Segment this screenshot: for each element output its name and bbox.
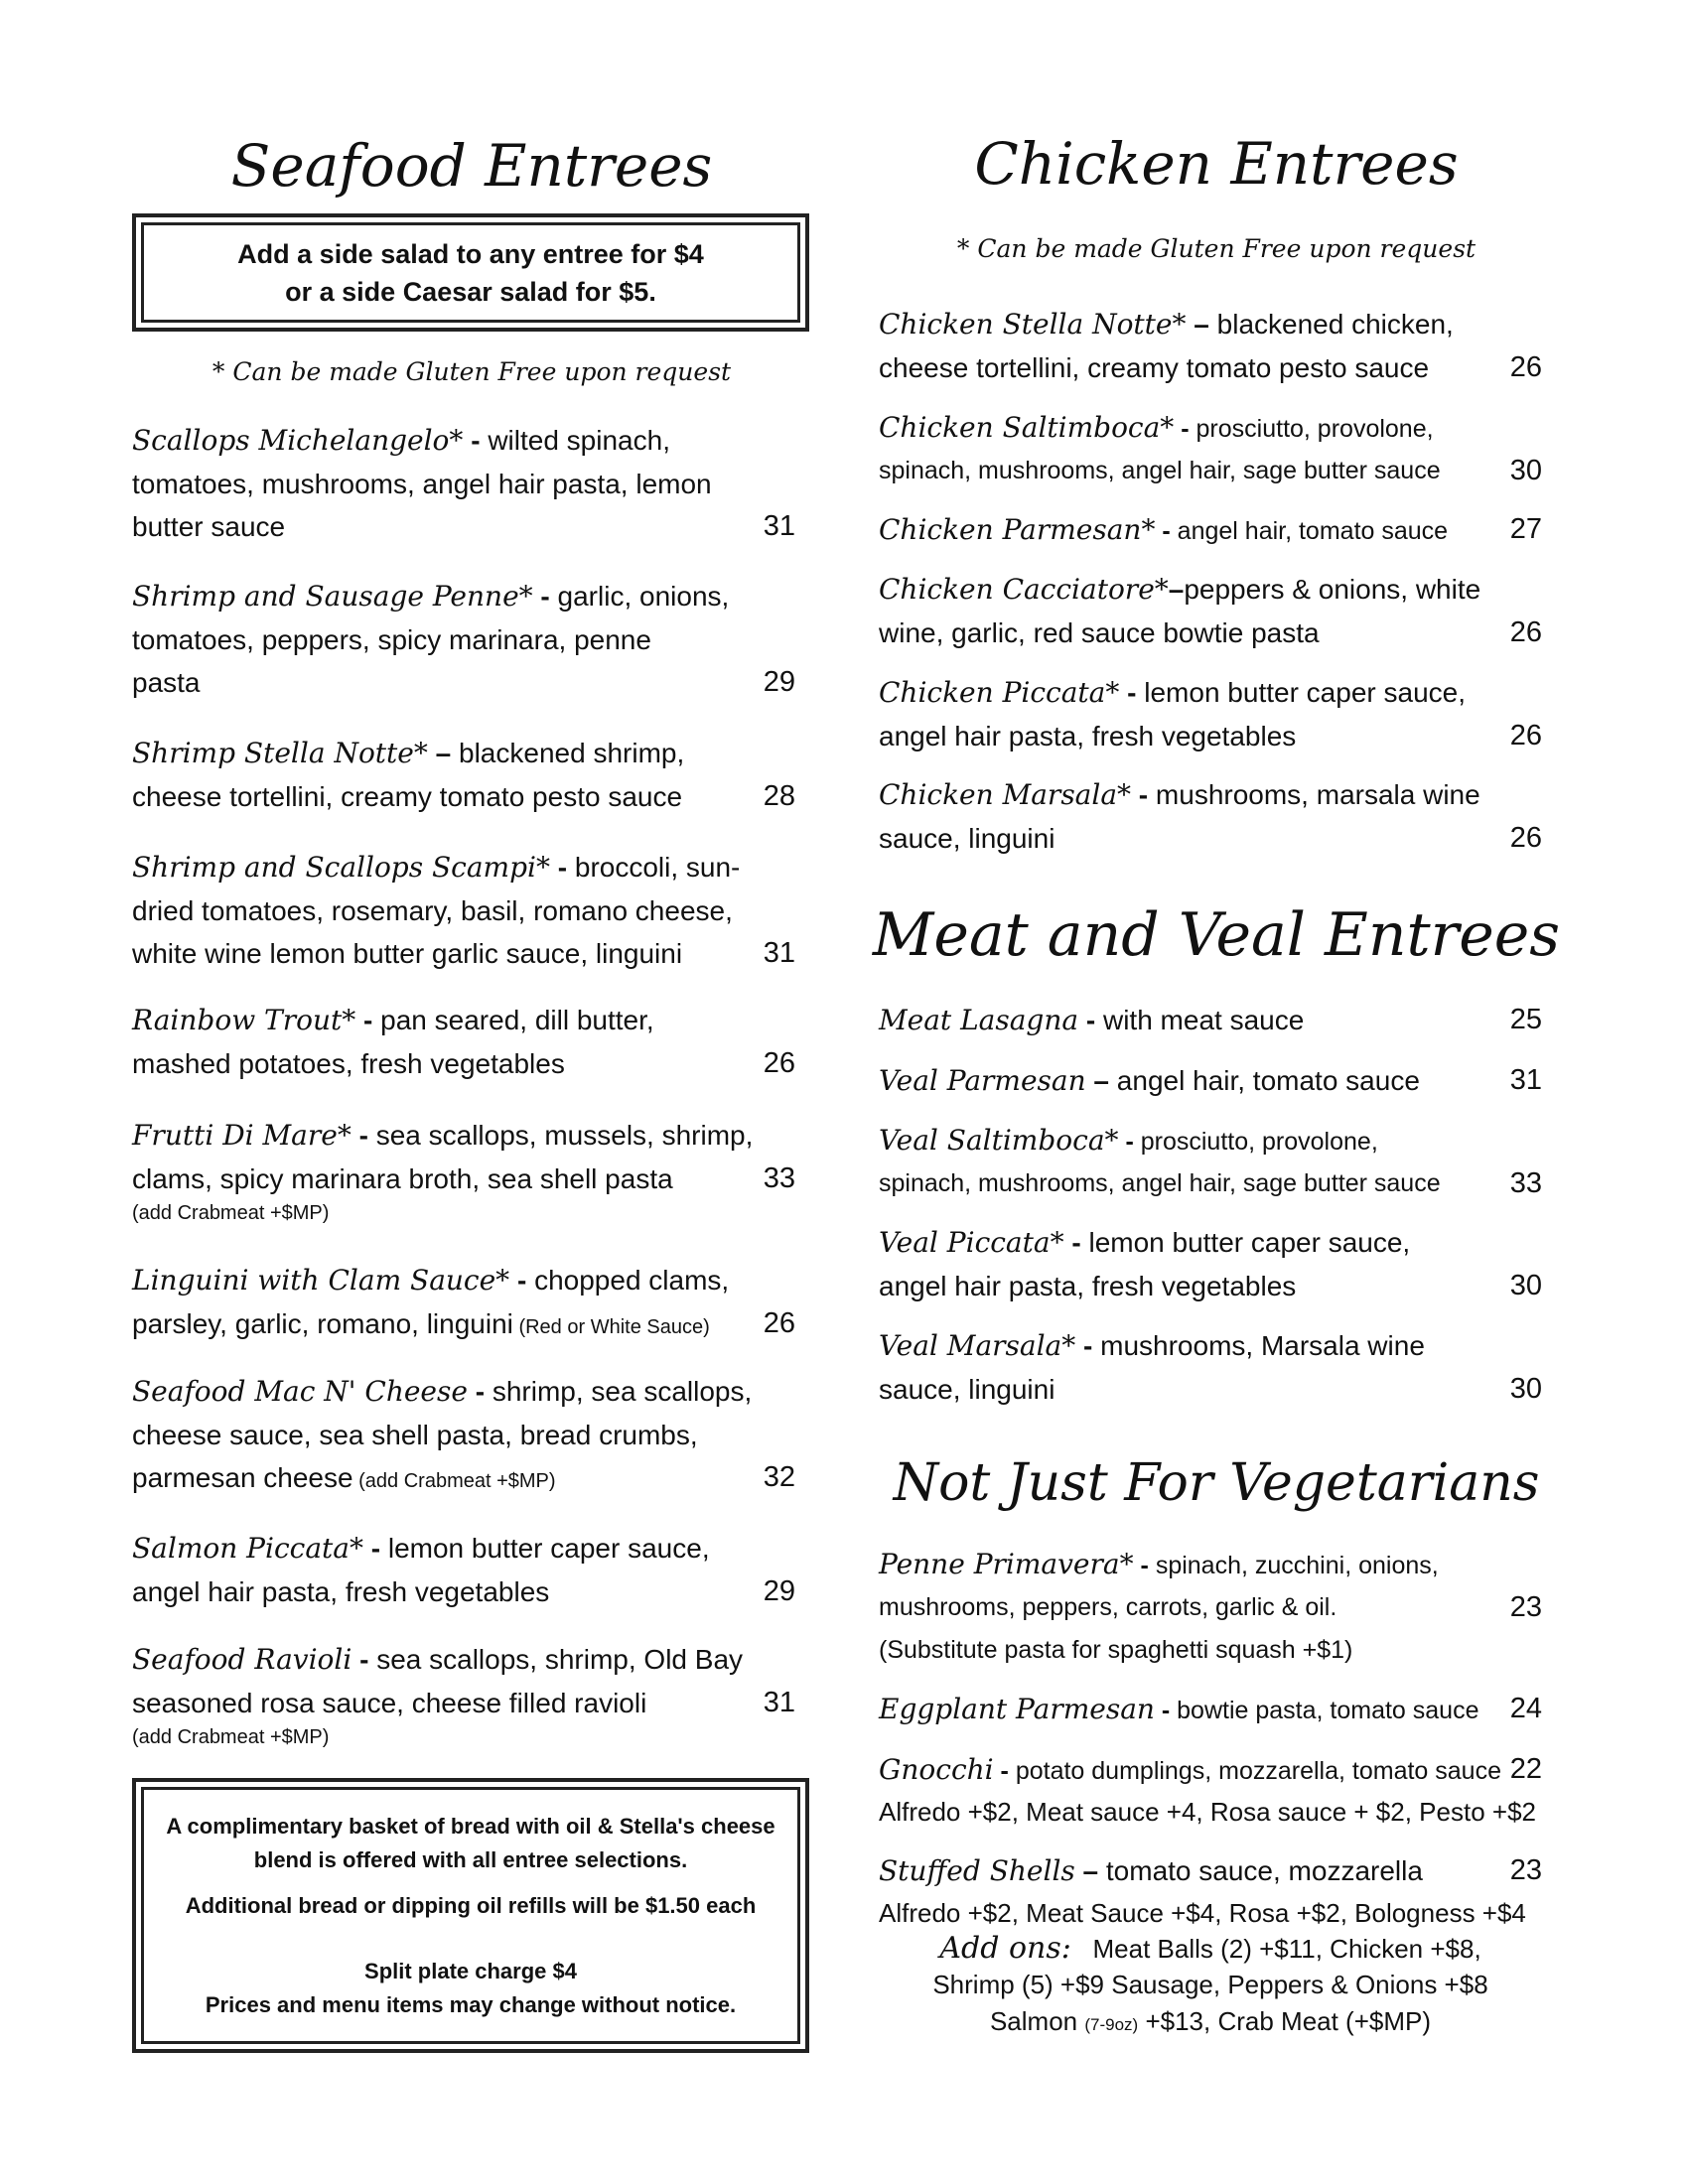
item-price: 31: [1509, 1064, 1542, 1096]
item-price: 23: [1509, 1590, 1542, 1623]
item-price: 32: [763, 1461, 795, 1494]
item-line: [132, 999, 795, 1042]
gluten-free-note: * Can be made Gluten Free upon request: [956, 234, 1477, 263]
add-ons-line: Shrimp (5) +$9 Sausage, Peppers & Onions +$8: [932, 1970, 1488, 1999]
item-separator: –: [1168, 574, 1185, 605]
item-price: 26: [763, 1306, 795, 1339]
item-price: 26: [1509, 350, 1542, 383]
menu-item: [132, 846, 795, 976]
item-description: mushrooms, Marsala wine: [1100, 1330, 1425, 1361]
item-description: peppers & onions, white: [1184, 574, 1481, 605]
item-separator: -: [463, 425, 489, 456]
item-name: Salmon Piccata*: [132, 1532, 363, 1565]
item-name: Scallops Michelangelo*: [132, 424, 464, 457]
item-separator: -: [1063, 1227, 1089, 1258]
menu-item: [879, 568, 1542, 654]
item-name: Seafood Mac N' Cheese: [132, 1375, 468, 1408]
item-description: blackened chicken,: [1216, 309, 1454, 340]
item-name: Meat Lasagna: [879, 1004, 1079, 1036]
item-price: 33: [763, 1161, 795, 1194]
item-description: tomatoes, mushrooms, angel hair pasta, lemon: [132, 468, 712, 499]
item-line: [879, 1586, 1542, 1630]
item-price: 25: [1509, 1004, 1542, 1035]
item-line: [132, 1302, 795, 1346]
item-line: [879, 817, 1542, 861]
item-separator: –: [427, 738, 460, 768]
item-line: [132, 661, 795, 705]
item-line: [879, 1059, 1542, 1103]
item-name: Veal Parmesan: [879, 1064, 1086, 1097]
item-description: chopped clams,: [534, 1265, 730, 1296]
meat-veal-title: Meat and Veal Entrees: [872, 900, 1561, 970]
item-description: spinach, mushrooms, angel hair, sage butter sauce: [879, 456, 1441, 484]
item-name: Chicken Saltimboca*: [879, 411, 1175, 444]
item-name: Shrimp and Scallops Scampi*: [132, 851, 550, 884]
item-name: Linguini with Clam Sauce*: [132, 1264, 510, 1297]
item-price: 33: [1509, 1166, 1542, 1199]
item-name: Chicken Cacciatore*: [879, 573, 1169, 606]
item-description: lemon butter caper sauce,: [1144, 677, 1467, 708]
item-price: 29: [763, 666, 795, 699]
menu-item: [879, 1543, 1542, 1673]
item-description: (Substitute pasta for spaghetti squash +$1): [879, 1636, 1353, 1665]
item-price: 22: [1509, 1753, 1542, 1785]
item-name: Veal Piccata*: [879, 1226, 1064, 1259]
item-line: [132, 1158, 795, 1201]
item-description: angel hair pasta, fresh vegetables: [879, 1270, 1297, 1301]
item-description: cheese tortellini, creamy tomato pesto sauce: [132, 780, 683, 812]
item-description: wilted spinach,: [488, 425, 670, 456]
item-line: [879, 999, 1542, 1042]
item-description: mushrooms, peppers, carrots, garlic & oil.: [879, 1592, 1337, 1621]
item-description: cheese sauce, sea shell pasta, bread crumbs,: [132, 1419, 698, 1450]
item-line: [132, 1114, 795, 1158]
menu-item: [879, 1748, 1542, 1832]
item-options: Alfredo +$2, Meat sauce +4, Rosa sauce + $2, Pesto +$2: [879, 1796, 1536, 1827]
info-line: A complimentary basket of bread with oil & Stella's cheese: [166, 1814, 775, 1839]
side-salad-line: or a side Caesar salad for $5.: [285, 277, 656, 307]
item-name: Shrimp and Sausage Penne*: [132, 580, 533, 613]
item-separator: -: [352, 1644, 377, 1675]
item-name: Chicken Piccata*: [879, 676, 1120, 709]
item-note: (add Crabmeat +$MP): [132, 1726, 330, 1749]
seafood-title: Seafood Entrees: [230, 132, 713, 200]
item-line: [879, 303, 1542, 346]
item-price: 30: [1509, 454, 1542, 486]
item-description: tomatoes, peppers, spicy marinara, penne: [132, 623, 651, 655]
item-name: Shrimp Stella Notte*: [132, 737, 428, 769]
item-note: (add Crabmeat +$MP): [132, 1202, 330, 1225]
item-description: cheese tortellini, creamy tomato pesto sauce: [879, 351, 1430, 383]
side-salad-line: Add a side salad to any entree for $4: [237, 239, 704, 269]
menu-item: [879, 406, 1542, 492]
item-separator: -: [532, 581, 558, 612]
item-line: [879, 568, 1542, 612]
item-separator: -: [1118, 1128, 1141, 1156]
menu-item: [132, 1638, 795, 1750]
item-separator: -: [1154, 1697, 1178, 1724]
item-line: [879, 1119, 1542, 1162]
vegetarian-title: Not Just For Vegetarians: [893, 1453, 1540, 1513]
item-price: 30: [1509, 1269, 1542, 1301]
add-ons-line: Salmon: [989, 2006, 1085, 2036]
item-line: [879, 773, 1542, 817]
item-price: 24: [1509, 1693, 1542, 1724]
item-line: [879, 1748, 1542, 1792]
item-line: [132, 419, 795, 463]
item-name: Veal Marsala*: [879, 1329, 1076, 1362]
add-ons: [879, 1931, 1542, 2037]
item-price: 27: [1509, 513, 1542, 545]
item-name: Seafood Ravioli: [132, 1643, 352, 1676]
item-separator: -: [1078, 1005, 1103, 1035]
item-price: 23: [1509, 1854, 1542, 1886]
item-line: [879, 1324, 1542, 1368]
item-price: 31: [763, 510, 795, 543]
menu-item: [132, 1527, 795, 1613]
item-description: with meat sauce: [1102, 1005, 1305, 1035]
menu-item: [879, 1221, 1542, 1307]
item-line: [879, 450, 1542, 493]
item-separator: -: [993, 1757, 1016, 1785]
side-salad-box: [132, 213, 809, 332]
item-description: lemon butter caper sauce,: [387, 1533, 710, 1564]
item-name: Veal Saltimboca*: [879, 1124, 1119, 1157]
item-separator: -: [1075, 1330, 1101, 1361]
item-name: Rainbow Trout*: [132, 1004, 356, 1036]
item-separator: -: [351, 1120, 376, 1151]
item-description: prosciutto, provolone,: [1140, 1128, 1378, 1156]
item-separator: -: [467, 1376, 492, 1407]
item-price: 31: [763, 937, 795, 970]
item-line: [132, 1456, 795, 1500]
item-separator: -: [1155, 517, 1178, 545]
info-line: blend is offered with all entree selections.: [253, 1847, 688, 1872]
item-description: broccoli, sun-: [574, 852, 741, 883]
item-line: [879, 346, 1542, 390]
menu-item: [879, 1324, 1542, 1411]
item-separator: -: [362, 1533, 388, 1564]
bread-info-box: [132, 1778, 809, 2053]
item-line: [132, 932, 795, 976]
item-description: angel hair, tomato sauce: [1177, 517, 1449, 545]
item-separator: -: [549, 852, 575, 883]
chicken-title: Chicken Entrees: [974, 130, 1459, 198]
item-price: 26: [1509, 821, 1542, 854]
item-line: [132, 505, 795, 549]
item-separator: -: [1133, 1552, 1156, 1579]
menu-item: [132, 1370, 795, 1500]
item-description: tomato sauce, mozzarella: [1105, 1855, 1423, 1886]
item-name: Chicken Stella Notte*: [879, 308, 1187, 341]
item-price: 30: [1509, 1372, 1542, 1405]
item-note: (add Crabmeat +$MP): [352, 1470, 556, 1493]
item-separator: -: [509, 1265, 535, 1296]
item-price: 26: [763, 1046, 795, 1079]
item-line: [132, 1042, 795, 1086]
item-separator: -: [1131, 779, 1156, 810]
item-separator: -: [1119, 677, 1145, 708]
item-description: sauce, linguini: [879, 1373, 1055, 1405]
item-description: seasoned rosa sauce, cheese filled ravioli: [132, 1687, 647, 1718]
menu-item: [132, 732, 795, 818]
item-description: dried tomatoes, rosemary, basil, romano cheese,: [132, 894, 733, 926]
item-note: (Red or White Sauce): [512, 1315, 710, 1338]
item-separator: –: [1074, 1855, 1106, 1886]
item-line: [132, 1527, 795, 1570]
menu-item: [879, 773, 1542, 860]
item-description: blackened shrimp,: [459, 738, 685, 768]
item-price: 31: [763, 1686, 795, 1718]
item-price: 26: [1509, 719, 1542, 751]
item-separator: -: [1174, 415, 1196, 443]
item-line: [879, 1265, 1542, 1308]
item-description: sea scallops, mussels, shrimp,: [375, 1120, 754, 1151]
item-options: Alfredo +$2, Meat Sauce +$4, Rosa +$2, Bologness +$4: [879, 1897, 1526, 1928]
item-line: [879, 671, 1542, 715]
item-line: [132, 575, 795, 618]
item-name: Frutti Di Mare*: [132, 1119, 352, 1152]
item-line: [879, 508, 1542, 552]
item-description: spinach, mushrooms, angel hair, sage butter sauce: [879, 1168, 1441, 1197]
item-name: Chicken Marsala*: [879, 778, 1132, 811]
item-description: spinach, zucchini, onions,: [1155, 1552, 1439, 1579]
menu-item: [879, 999, 1542, 1042]
item-description: parsley, garlic, romano, linguini: [132, 1307, 513, 1339]
item-line: [132, 775, 795, 819]
item-line: [879, 1849, 1542, 1893]
gluten-free-note: * Can be made Gluten Free upon request: [211, 357, 732, 386]
item-name: Gnocchi: [879, 1753, 994, 1786]
item-name: Penne Primavera*: [879, 1548, 1134, 1580]
item-description: white wine lemon butter garlic sauce, linguini: [132, 938, 683, 970]
add-ons-label: Add ons:: [939, 1931, 1071, 1966]
item-line: [132, 846, 795, 889]
item-name: Chicken Parmesan*: [879, 513, 1156, 546]
item-description: angel hair pasta, fresh vegetables: [132, 1575, 550, 1607]
item-line: [879, 1688, 1542, 1731]
item-description: prosciutto, provolone,: [1196, 415, 1434, 443]
item-line: [132, 889, 795, 933]
item-line: [879, 406, 1542, 450]
info-line: Split plate charge $4: [364, 1959, 577, 1983]
item-description: mushrooms, marsala wine: [1155, 779, 1480, 810]
item-line: [132, 1259, 795, 1302]
item-line: [879, 1629, 1542, 1673]
item-name: Stuffed Shells: [879, 1854, 1075, 1887]
item-price: 26: [1509, 615, 1542, 648]
item-description: wine, garlic, red sauce bowtie pasta: [879, 616, 1320, 648]
item-description: shrimp, sea scallops,: [492, 1376, 753, 1407]
item-description: pan seared, dill butter,: [380, 1005, 654, 1035]
item-line: [879, 1221, 1542, 1265]
item-line: [879, 1543, 1542, 1586]
item-name: Eggplant Parmesan: [879, 1693, 1155, 1725]
item-description: garlic, onions,: [557, 581, 730, 612]
item-line: [132, 1370, 795, 1414]
menu-item: [879, 508, 1542, 552]
item-line: [879, 1162, 1542, 1206]
salmon-size: (7-9oz): [1084, 2015, 1139, 2034]
menu-item: [132, 419, 795, 549]
item-line: [132, 1638, 795, 1682]
menu-item: [879, 1059, 1542, 1103]
item-line: [879, 1368, 1542, 1412]
item-description: potato dumplings, mozzarella, tomato sauce: [1015, 1757, 1501, 1785]
item-description: bowtie pasta, tomato sauce: [1177, 1697, 1479, 1724]
menu-item: [132, 999, 795, 1085]
item-description: pasta: [132, 667, 201, 699]
item-description: butter sauce: [132, 511, 286, 543]
item-description: clams, spicy marinara broth, sea shell pasta: [132, 1162, 673, 1194]
menu-item: [132, 1259, 795, 1345]
item-line: [132, 618, 795, 662]
item-separator: –: [1085, 1065, 1117, 1096]
add-ons-line: +$13, Crab Meat (+$MP): [1138, 2006, 1432, 2036]
item-separator: -: [355, 1005, 381, 1035]
item-description: lemon butter caper sauce,: [1088, 1227, 1411, 1258]
item-description: sea scallops, shrimp, Old Bay: [376, 1644, 744, 1675]
menu-item: [879, 303, 1542, 389]
item-line: [132, 1682, 795, 1725]
menu-item: [879, 1688, 1542, 1731]
item-price: 29: [763, 1574, 795, 1607]
menu-item: [879, 1849, 1542, 1933]
item-description: sauce, linguini: [879, 822, 1055, 854]
menu-item: [132, 575, 795, 705]
menu-item: [879, 671, 1542, 757]
item-line: [132, 732, 795, 775]
item-line: [879, 715, 1542, 758]
item-description: angel hair pasta, fresh vegetables: [879, 720, 1297, 751]
item-description: angel hair, tomato sauce: [1116, 1065, 1420, 1096]
item-separator: –: [1186, 309, 1217, 340]
add-ons-line: Meat Balls (2) +$11, Chicken +$8,: [1092, 1934, 1481, 1964]
menu-item: [132, 1114, 795, 1226]
item-description: parmesan cheese: [132, 1462, 353, 1494]
item-line: [132, 1414, 795, 1457]
menu-item: [879, 1119, 1542, 1205]
item-line: [132, 463, 795, 506]
item-line: [132, 1570, 795, 1614]
item-line: [879, 612, 1542, 655]
info-line: Additional bread or dipping oil refills will be $1.50 each: [185, 1893, 757, 1918]
info-line: Prices and menu items may change without notice.: [205, 1992, 737, 2017]
item-description: mashed potatoes, fresh vegetables: [132, 1047, 565, 1079]
item-price: 28: [763, 779, 795, 812]
